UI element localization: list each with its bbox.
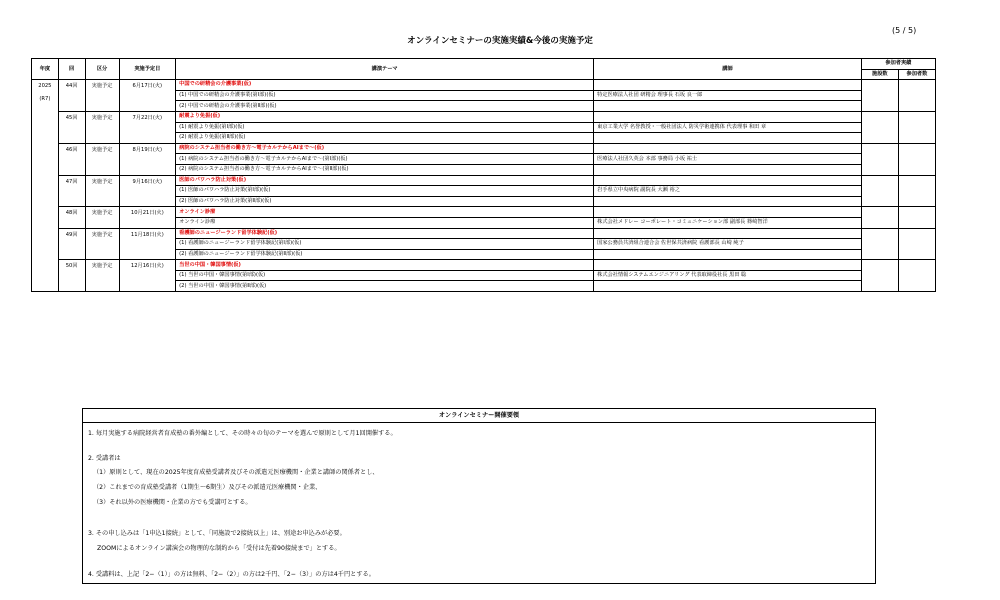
session-part: (2) 中国での研精会の介護事業(第Ⅱ部)(仮) (176, 101, 594, 112)
guideline-item-3-note: ZOOMによるオンライン講演会の物理的な制約から「受付は先着90接続まで」とする。 (97, 545, 341, 552)
seminar-guidelines-box (82, 408, 876, 584)
year-cell (32, 80, 59, 292)
guideline-sub-3: （3）それ以外の医療機関・企業の方でも受講可とする。 (93, 499, 252, 506)
facilities-cell (861, 143, 898, 175)
lecturer-empty (594, 164, 862, 175)
attendees-cell (898, 260, 935, 292)
lecturer-empty (594, 281, 862, 292)
session-part: (1) 耐震より免振(第Ⅰ部)(仮) (176, 122, 594, 133)
session-date: 9月16日(火) (119, 175, 176, 207)
header-category: 区分 (85, 59, 119, 80)
guideline-item-4: 4. 受講料は、上記「2−（1）」の方は無料、「2−（2）」の方は2千円、「2−（3）」の方は4千円とする。 (88, 571, 375, 578)
header-lecturer: 講師 (594, 59, 862, 80)
lecturer-empty (594, 249, 862, 260)
guideline-item-1: 1. 毎月実施する病院経営者育成塾の番外編として、その時々の旬のテーマを選んで原則として月1回開催する。 (88, 430, 397, 437)
session-no: 49回 (58, 228, 85, 260)
session-lecturer: 国家公務員共済組合連合会 佐世保共済病院 看護部長 山崎 純子 (594, 239, 862, 250)
session-no: 48回 (58, 207, 85, 228)
attendees-cell (898, 207, 935, 228)
session-date: 10月21日(火) (119, 207, 176, 228)
facilities-cell (861, 228, 898, 260)
session-part: (1) 中国での研精会の介護事業(第Ⅰ部)(仮) (176, 90, 594, 101)
session-lecturer: 東京工業大学 名誉教授・一般社団法人 防災学術連携体 代表理事 和田 章 (594, 122, 862, 133)
facilities-cell (861, 207, 898, 228)
session-part: (2) 医師のパワハラ防止対策(第Ⅱ部)(仮) (176, 196, 594, 207)
page-number: (5 / 5) (892, 26, 917, 35)
facilities-cell (861, 260, 898, 292)
lecturer-empty (594, 228, 862, 239)
session-no: 45回 (58, 111, 85, 143)
session-part: (1) 病院のシステム担当者の働き方〜電子カルテからAIまで〜(第Ⅰ部)(仮) (176, 154, 594, 165)
session-main-theme: オンライン診療 (176, 207, 594, 218)
guidelines-title: オンラインセミナー開催要領 (83, 409, 875, 423)
attendees-cell (898, 143, 935, 175)
session-category: 実施予定 (85, 207, 119, 228)
header-no: 回 (58, 59, 85, 80)
header-attendees: 参加者数 (898, 69, 935, 80)
session-no: 44回 (58, 80, 85, 112)
year-value: 2025 (38, 83, 52, 90)
session-lecturer: 医療法人社団久英会 本部 事務局 小坂 祐士 (594, 154, 862, 165)
facilities-cell (861, 175, 898, 207)
session-category: 実施予定 (85, 175, 119, 207)
session-category: 実施予定 (85, 80, 119, 112)
session-main-theme: 耐震より免振(仮) (176, 111, 594, 122)
lecturer-empty (594, 80, 862, 91)
session-lecturer: 岩手県立中央病院 副院長 大瀬 裕之 (594, 186, 862, 197)
header-year: 年度 (32, 59, 59, 80)
attendees-cell (898, 228, 935, 260)
session-no: 46回 (58, 143, 85, 175)
session-category: 実施予定 (85, 228, 119, 260)
session-part: (2) 当世の中国・韓国事情(第Ⅱ部)(仮) (176, 281, 594, 292)
page-title: オンラインセミナーの実施実績&今後の実施予定 (407, 36, 593, 46)
session-date: 6月17日(火) (119, 80, 176, 112)
session-lecturer: 株式会社メドレー コーポレート・コミュニケーション部 副部長 篠崎智洋 (594, 217, 862, 228)
session-part: (2) 病院のシステム担当者の働き方〜電子カルテからAIまで〜(第Ⅱ部)(仮) (176, 164, 594, 175)
session-no: 47回 (58, 175, 85, 207)
lecturer-empty (594, 207, 862, 218)
schedule-table (31, 58, 936, 292)
session-date: 8月19日(火) (119, 143, 176, 175)
session-part: (1) 看護師のニュージーランド留学体験記(第Ⅰ部)(仮) (176, 239, 594, 250)
session-date: 12月16日(火) (119, 260, 176, 292)
session-part: オンライン診療 (176, 217, 594, 228)
session-part: (2) 看護師のニュージーランド留学体験記(第Ⅱ部)(仮) (176, 249, 594, 260)
session-main-theme: 中国での研精会の介護事業(仮) (176, 80, 594, 91)
session-part: (1) 当世の中国・韓国事情(第Ⅰ部)(仮) (176, 270, 594, 281)
session-part: (2) 耐震より免振(第Ⅱ部)(仮) (176, 133, 594, 144)
guideline-sub-1: （1）原則として、現在の2025年度育成塾受講者及びその派遣元医療機関・企業と講師の関係者とし、 (93, 469, 379, 476)
lecturer-empty (594, 143, 862, 154)
session-part: (1) 医師のパワハラ防止対策(第Ⅰ部)(仮) (176, 186, 594, 197)
guideline-item-3: 3. その申し込みは「1申込1接続」として、「同施設で2接続以上」は、別途お申込みが必要。 (88, 530, 346, 537)
header-theme: 講演テーマ (176, 59, 594, 80)
lecturer-empty (594, 111, 862, 122)
lecturer-empty (594, 133, 862, 144)
session-no: 50回 (58, 260, 85, 292)
attendees-cell (898, 111, 935, 143)
header-participants: 参加者実績 (861, 59, 935, 70)
session-category: 実施予定 (85, 111, 119, 143)
schedule-body (32, 80, 936, 292)
session-main-theme: 当世の中国・韓国事情(仮) (176, 260, 594, 271)
header-date: 実施予定日 (119, 59, 176, 80)
session-main-theme: 医師のパワハラ防止対策(仮) (176, 175, 594, 186)
session-date: 11月18日(火) (119, 228, 176, 260)
attendees-cell (898, 80, 935, 112)
facilities-cell (861, 80, 898, 112)
facilities-cell (861, 111, 898, 143)
lecturer-empty (594, 196, 862, 207)
session-category: 実施予定 (85, 143, 119, 175)
session-date: 7月22日(火) (119, 111, 176, 143)
year-reiwa: (R7) (39, 96, 51, 103)
lecturer-empty (594, 101, 862, 112)
lecturer-empty (594, 260, 862, 271)
lecturer-empty (594, 175, 862, 186)
session-main-theme: 病院のシステム担当者の働き方〜電子カルテからAIまで〜(仮) (176, 143, 594, 154)
guideline-item-2: 2. 受講者は (88, 455, 121, 462)
header-facilities: 施設数 (861, 69, 898, 80)
session-lecturer: 株式会社情報システムエンジニアリング 代表取締役社長 黒田 聡 (594, 270, 862, 281)
attendees-cell (898, 175, 935, 207)
session-main-theme: 看護師のニュージーランド留学体験記(仮) (176, 228, 594, 239)
session-category: 実施予定 (85, 260, 119, 292)
guideline-sub-2: （2）これまでの育成塾受講者（1期生〜6期生）及びその派遣元医療機関・企業、 (93, 484, 322, 491)
session-lecturer: 特定医療法人社団 研精会 理事長 石坂 良一郎 (594, 90, 862, 101)
